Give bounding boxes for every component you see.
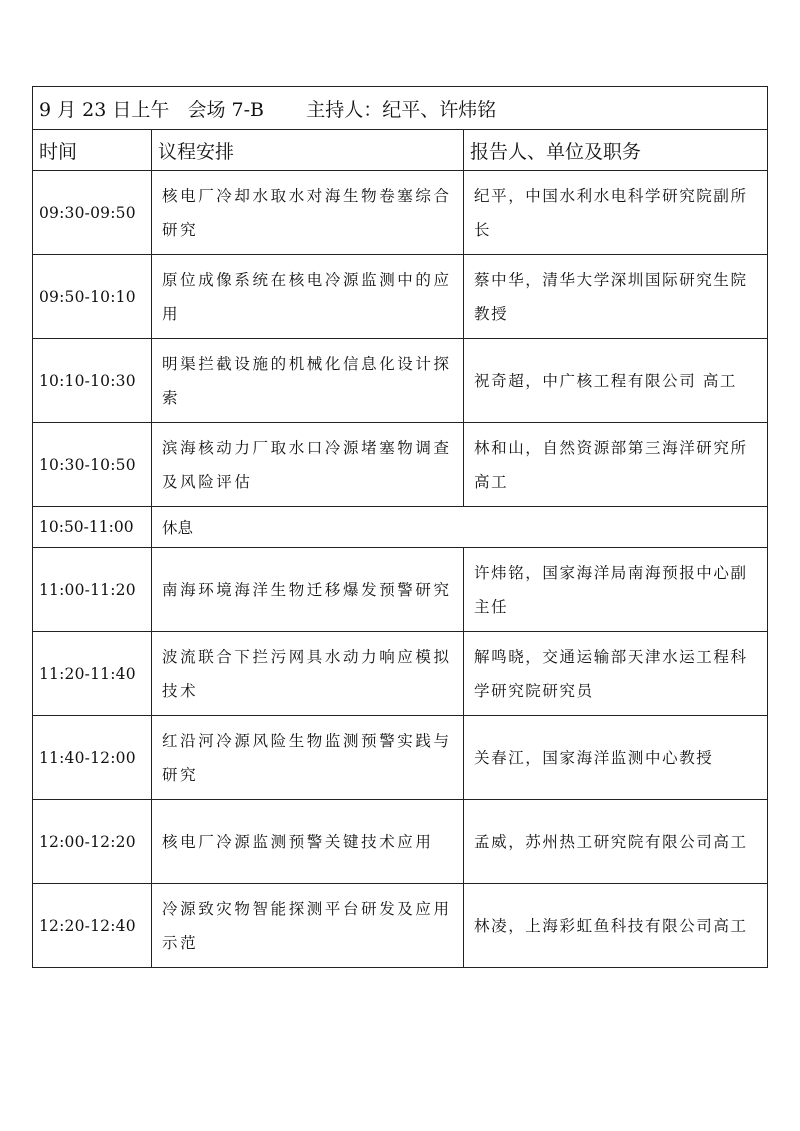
topic-cell: 红沿河冷源风险生物监测预警实践与研究	[152, 716, 464, 800]
time-cell: 09:30-09:50	[33, 171, 152, 255]
speaker-cell: 蔡中华，清华大学深圳国际研究生院教授	[464, 255, 768, 339]
speaker-cell: 关春江，国家海洋监测中心教授	[464, 716, 768, 800]
time-cell: 09:50-10:10	[33, 255, 152, 339]
time-cell: 12:20-12:40	[33, 884, 152, 968]
time-cell: 11:20-11:40	[33, 632, 152, 716]
time-cell: 10:50-11:00	[33, 507, 152, 548]
table-row	[33, 632, 768, 716]
topic-cell: 滨海核动力厂取水口冷源堵塞物调查及风险评估	[152, 423, 464, 507]
table-row	[33, 339, 768, 423]
topic-cell: 南海环境海洋生物迁移爆发预警研究	[152, 548, 464, 632]
session-header: 9 月 23 日上午 会场 7-B 主持人：纪平、许炜铭	[33, 87, 768, 130]
speaker-cell: 祝奇超，中广核工程有限公司 高工	[464, 339, 768, 423]
time-cell: 11:00-11:20	[33, 548, 152, 632]
speaker-cell: 纪平，中国水利水电科学研究院副所长	[464, 171, 768, 255]
speaker-cell: 林凌，上海彩虹鱼科技有限公司高工	[464, 884, 768, 968]
topic-cell: 原位成像系统在核电冷源监测中的应用	[152, 255, 464, 339]
time-cell: 10:30-10:50	[33, 423, 152, 507]
table-row	[33, 884, 768, 968]
table-row	[33, 255, 768, 339]
column-header-agenda: 议程安排	[152, 130, 464, 171]
topic-cell: 波流联合下拦污网具水动力响应模拟技术	[152, 632, 464, 716]
speaker-cell: 林和山，自然资源部第三海洋研究所高工	[464, 423, 768, 507]
topic-cell: 明渠拦截设施的机械化信息化设计探索	[152, 339, 464, 423]
table-row	[33, 800, 768, 884]
topic-cell: 核电厂冷源监测预警关键技术应用	[152, 800, 464, 884]
column-header-row	[33, 130, 768, 171]
column-header-speaker: 报告人、单位及职务	[464, 130, 768, 171]
agenda-table	[32, 86, 768, 968]
time-cell: 11:40-12:00	[33, 716, 152, 800]
table-row	[33, 548, 768, 632]
time-cell: 10:10-10:30	[33, 339, 152, 423]
table-row	[33, 171, 768, 255]
session-header-row	[33, 87, 768, 130]
break-row	[33, 507, 768, 548]
speaker-cell: 孟威，苏州热工研究院有限公司高工	[464, 800, 768, 884]
table-row	[33, 716, 768, 800]
time-cell: 12:00-12:20	[33, 800, 152, 884]
speaker-cell: 解鸣晓，交通运输部天津水运工程科学研究院研究员	[464, 632, 768, 716]
break-label: 休息	[152, 507, 768, 548]
topic-cell: 核电厂冷却水取水对海生物卷塞综合研究	[152, 171, 464, 255]
table-row	[33, 423, 768, 507]
topic-cell: 冷源致灾物智能探测平台研发及应用示范	[152, 884, 464, 968]
column-header-time: 时间	[33, 130, 152, 171]
speaker-cell: 许炜铭，国家海洋局南海预报中心副主任	[464, 548, 768, 632]
